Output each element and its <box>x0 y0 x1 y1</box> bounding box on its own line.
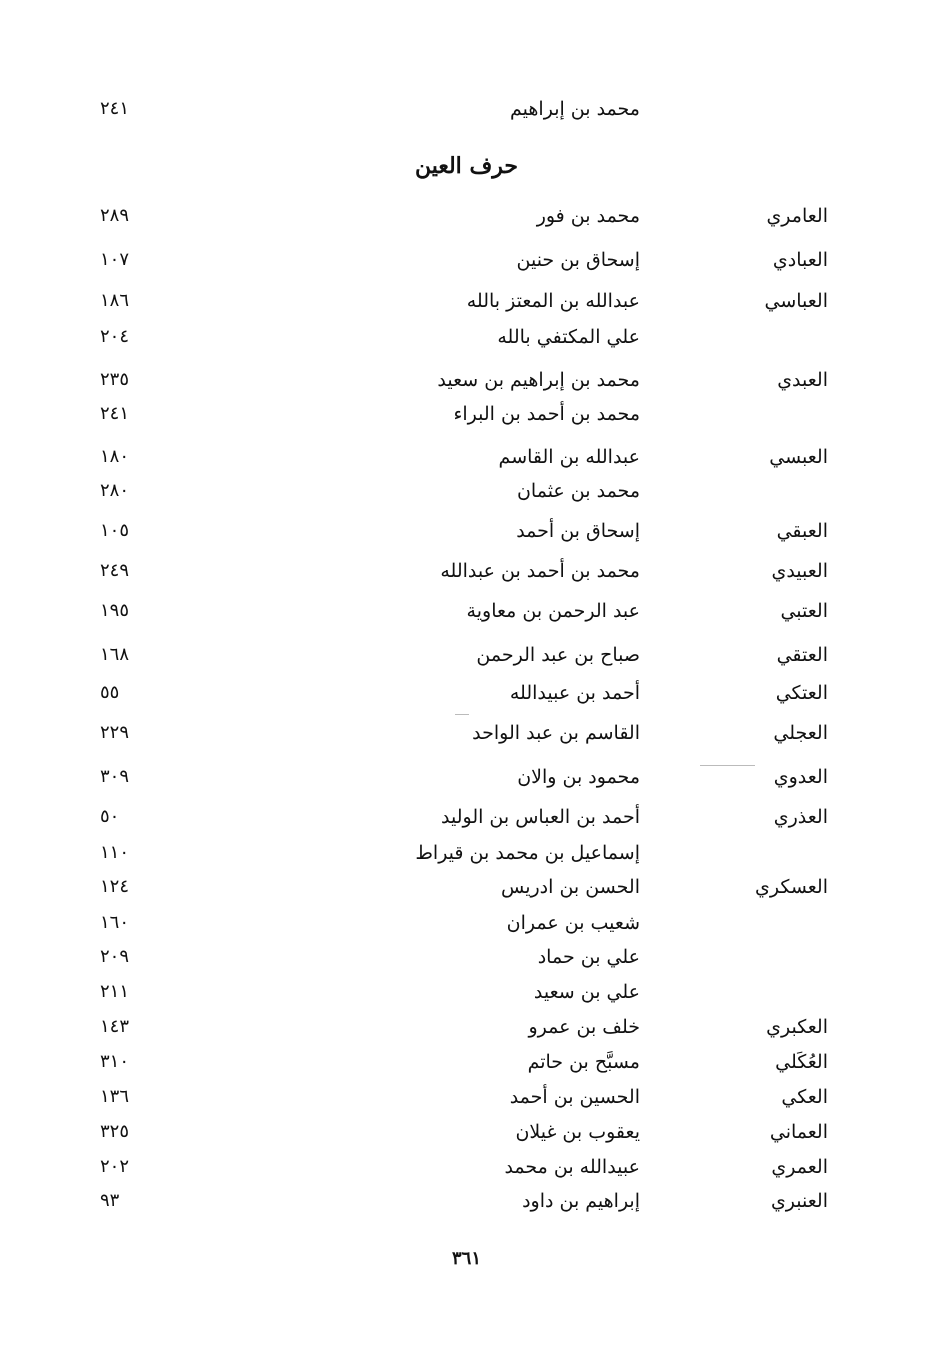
page-number: ٣٦١ <box>451 1248 481 1269</box>
page-reference: ١٩٥ <box>100 600 130 621</box>
nisba-label: العكي <box>781 1086 828 1108</box>
index-entry <box>0 474 933 508</box>
nisba-label: العبيدي <box>771 560 828 582</box>
index-entry <box>0 554 933 588</box>
page-reference: ١١٠ <box>100 842 130 863</box>
page-reference: ١٢٤ <box>100 876 130 897</box>
nisba-label: العمري <box>771 1156 828 1178</box>
person-name: إبراهيم بن داود <box>522 1190 640 1212</box>
person-name: محمد بن فور <box>536 205 640 227</box>
index-entry <box>0 1080 933 1114</box>
index-entry <box>0 1184 933 1218</box>
person-name: عبد الرحمن بن معاوية <box>466 600 640 622</box>
person-name: محمد بن عثمان <box>516 480 640 502</box>
person-name: علي بن حماد <box>537 946 640 968</box>
person-name: أحمد بن عبيدالله <box>509 682 640 704</box>
page-reference: ٢٢٩ <box>100 722 130 743</box>
person-name: علي المكتفي بالله <box>497 326 640 348</box>
index-entry <box>0 975 933 1009</box>
nisba-label: العجلي <box>773 722 828 744</box>
nisba-label: العبدي <box>777 369 828 391</box>
nisba-label: العكبري <box>766 1016 828 1038</box>
person-name: الحسين بن أحمد <box>509 1086 640 1108</box>
page-reference: ٢٤١ <box>100 98 130 119</box>
nisba-label: العتبي <box>780 600 828 622</box>
page-reference: ١٨٦ <box>100 290 130 311</box>
index-entry <box>0 320 933 354</box>
page-reference: ٢٤٩ <box>100 560 130 581</box>
page-reference: ٩٣ <box>100 1190 120 1211</box>
person-name: محمود بن والان <box>517 766 640 788</box>
page-reference: ١٤٣ <box>100 1016 130 1037</box>
index-entry <box>0 92 933 126</box>
page-reference: ٢٨٩ <box>100 205 130 226</box>
nisba-label: العنبري <box>770 1190 828 1212</box>
index-entry <box>0 1045 933 1079</box>
index-entry <box>0 397 933 431</box>
page-reference: ٣٢٥ <box>100 1121 130 1142</box>
person-name: محمد بن إبراهيم <box>510 98 640 120</box>
index-entry <box>0 760 933 794</box>
person-name: عبدالله بن المعتز بالله <box>466 290 640 312</box>
index-entry <box>0 1115 933 1149</box>
nisba-label: العتقي <box>776 644 828 666</box>
index-entry <box>0 870 933 904</box>
person-name: صباح بن عبد الرحمن <box>476 644 640 666</box>
index-entry <box>0 800 933 834</box>
index-entry <box>0 199 933 233</box>
nisba-label: العُكَلي <box>775 1051 828 1073</box>
page-reference: ٢٣٥ <box>100 369 130 390</box>
nisba-label: العامري <box>766 205 828 227</box>
index-entry <box>0 836 933 870</box>
nisba-label: العماني <box>769 1121 828 1143</box>
nisba-label: العدوي <box>773 766 828 788</box>
index-entry <box>0 676 933 710</box>
index-entry <box>0 638 933 672</box>
index-entry <box>0 514 933 548</box>
person-name: عبيدالله بن محمد <box>504 1156 640 1178</box>
nisba-label: العباسي <box>764 290 828 312</box>
section-title: حرف العين <box>414 153 519 179</box>
person-name: إسحاق بن أحمد <box>516 520 640 542</box>
page-reference: ٢٠٤ <box>100 326 130 347</box>
person-name: القاسم بن عبد الواحد <box>472 722 640 744</box>
index-entry <box>0 594 933 628</box>
index-entry <box>0 940 933 974</box>
scan-speck <box>455 714 469 715</box>
person-name: محمد بن أحمد بن البراء <box>453 403 640 425</box>
nisba-label: العذري <box>773 806 828 828</box>
page-reference: ٥٠ <box>100 806 120 827</box>
page-reference: ٥٥ <box>100 682 120 703</box>
page-reference: ١٦٠ <box>100 912 130 933</box>
nisba-label: العتكي <box>775 682 828 704</box>
index-entry <box>0 1010 933 1044</box>
nisba-label: العبقي <box>776 520 828 542</box>
index-entry <box>0 906 933 940</box>
page-reference: ١٠٧ <box>100 249 130 270</box>
person-name: عبدالله بن القاسم <box>498 446 640 468</box>
person-name: أحمد بن العباس بن الوليد <box>441 806 640 828</box>
nisba-label: العبادي <box>772 249 828 271</box>
person-name: الحسن بن ادريس <box>500 876 640 898</box>
person-name: خلف بن عمرو <box>528 1016 640 1038</box>
page-reference: ٢٨٠ <box>100 480 130 501</box>
nisba-label: العبسي <box>769 446 828 468</box>
page-reference: ١٨٠ <box>100 446 130 467</box>
index-entry <box>0 716 933 750</box>
person-name: مسبَّح بن حاتم <box>527 1051 640 1073</box>
page-reference: ١٦٨ <box>100 644 130 665</box>
page-reference: ٣١٠ <box>100 1051 130 1072</box>
page-reference: ١٠٥ <box>100 520 130 541</box>
person-name: علي بن سعيد <box>533 981 640 1003</box>
page-reference: ٢٠٩ <box>100 946 130 967</box>
page-reference: ٣٠٩ <box>100 766 130 787</box>
nisba-label: العسكري <box>754 876 828 898</box>
person-name: إسحاق بن حنين <box>516 249 640 271</box>
index-entry <box>0 243 933 277</box>
page-reference: ٢٠٢ <box>100 1156 130 1177</box>
person-name: يعقوب بن غيلان <box>515 1121 640 1143</box>
page-reference: ١٣٦ <box>100 1086 130 1107</box>
index-entry <box>0 440 933 474</box>
person-name: محمد بن أحمد بن عبدالله <box>440 560 640 582</box>
person-name: محمد بن إبراهيم بن سعيد <box>437 369 640 391</box>
scan-speck <box>700 765 755 766</box>
page-reference: ٢١١ <box>100 981 130 1002</box>
index-entry <box>0 284 933 318</box>
person-name: إسماعيل بن محمد بن قيراط <box>415 842 640 864</box>
index-entry <box>0 363 933 397</box>
person-name: شعيب بن عمران <box>506 912 640 934</box>
index-entry <box>0 1150 933 1184</box>
page-reference: ٢٤١ <box>100 403 130 424</box>
